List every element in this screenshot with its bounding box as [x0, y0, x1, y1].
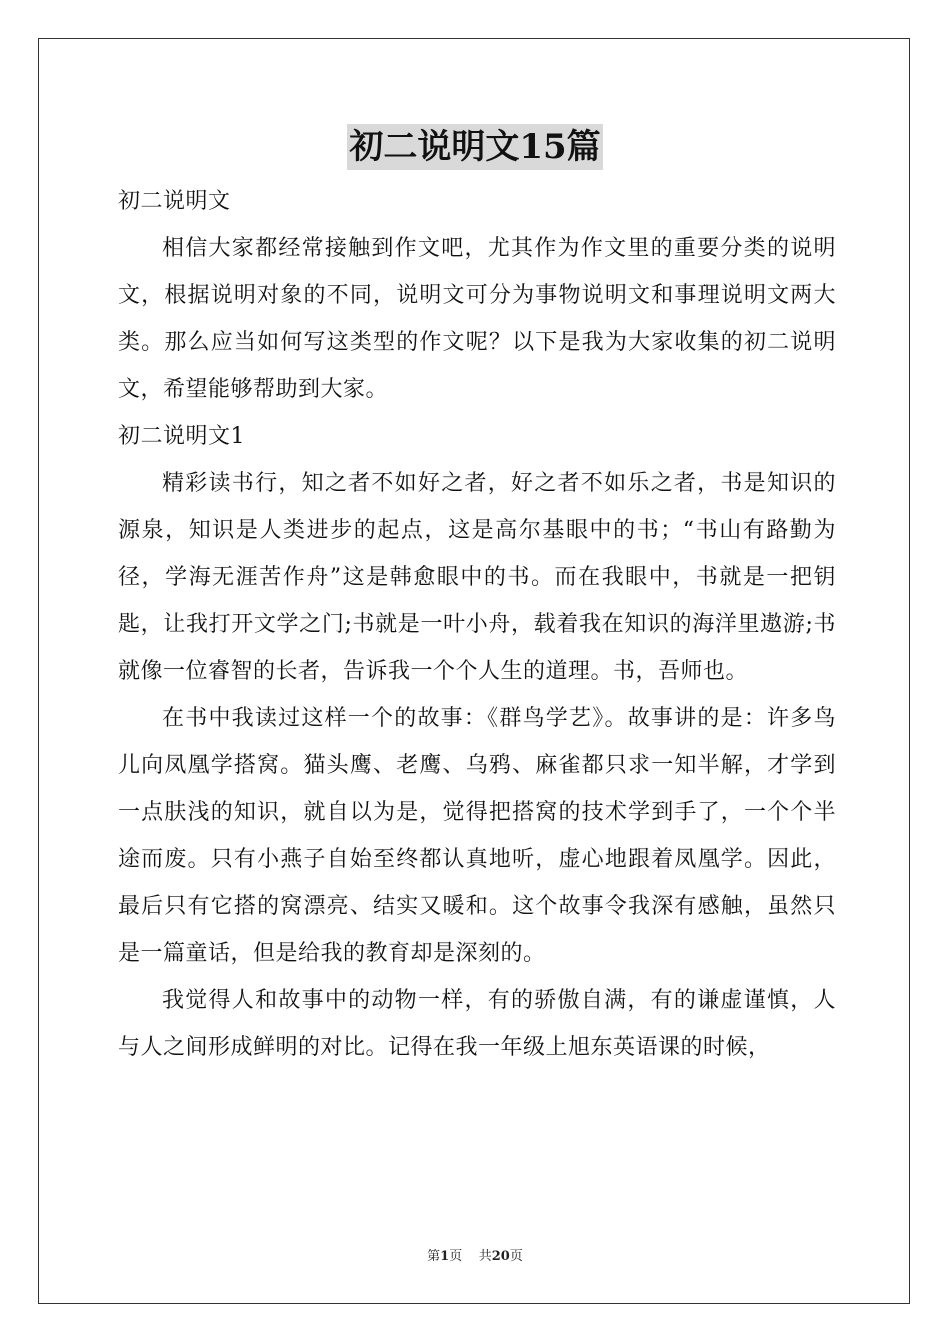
footer-total-prefix: 共: [478, 1249, 492, 1264]
page-footer: [0, 1245, 950, 1264]
footer-total-suffix: 页: [509, 1249, 523, 1264]
title-area: [0, 124, 950, 170]
footer-prefix: 第: [427, 1249, 441, 1264]
footer-page-suffix: 页: [449, 1249, 463, 1264]
body-paragraph: 我觉得人和故事中的动物一样，有的骄傲自满，有的谦虚谨慎，人与人之间形成鲜明的对比。记得在我一年级上旭东英语课的时候，: [118, 988, 836, 1060]
page-number: 1: [440, 1249, 450, 1264]
document-body: [118, 178, 836, 1071]
subheading: 初二说明文: [118, 189, 231, 214]
intro-paragraph: 相信大家都经常接触到作文吧，尤其作为作文里的重要分类的说明文，根据说明对象的不同，说明文可分为事物说明文和事理说明文两大类。那么应当如何写这类型的作文呢？以下是我为大家收集的初二说明文，希望能够帮助到大家。: [118, 236, 836, 402]
subheading: 初二说明文1: [118, 424, 245, 449]
body-paragraph: 在书中我读过这样一个的故事：《群鸟学艺》。故事讲的是：许多鸟儿向凤凰学搭窝。猫头鹰、老鹰、乌鸦、麻雀都只求一知半解，才学到一点肤浅的知识，就自以为是，觉得把搭窝的技术学到手了，一个个半途而废。只有小燕子自始至终都认真地听，虚心地跟着凤凰学。因此，最后只有它搭的窝漂亮、结实又暖和。这个故事令我深有感触，虽然只是一篇童话，但是给我的教育却是深刻的。: [118, 706, 836, 966]
document-title: 初二说明文15篇: [347, 124, 602, 170]
body-paragraph: 精彩读书行，知之者不如好之者，好之者不如乐之者，书是知识的源泉，知识是人类进步的起点，这是高尔基眼中的书；“书山有路勤为径，学海无涯苦作舟”这是韩愈眼中的书。而在我眼中，书就是一把钥匙，让我打开文学之门;书就是一叶小舟，载着我在知识的海洋里遨游;书就像一位睿智的长者，告诉我一个个人生的道理。书，吾师也。: [118, 471, 836, 684]
total-pages: 20: [491, 1249, 510, 1264]
